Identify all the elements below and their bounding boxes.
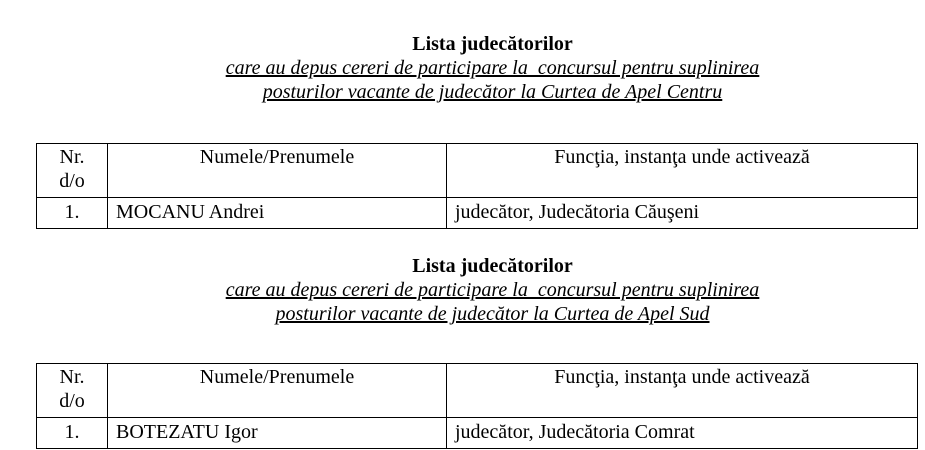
- row-function: judecător, Judecătoria Căuşeni: [447, 198, 918, 229]
- section-curtea-apel-centru: [0, 32, 925, 223]
- row-name: MOCANU Andrei: [108, 198, 447, 229]
- section-subtitle-line1: care au depus cereri de participare la concursul pentru suplinirea: [225, 57, 760, 79]
- header-nr-line2: d/o: [59, 390, 85, 412]
- table-row: [37, 418, 918, 449]
- header-nr-line1: Nr.: [59, 366, 85, 388]
- row-nr: 1.: [37, 198, 108, 229]
- table-header-row: [37, 364, 918, 418]
- section-title: Lista judecătorilor: [412, 255, 573, 277]
- judges-table: [36, 143, 918, 229]
- header-nr: [37, 144, 108, 198]
- table-header-row: [37, 144, 918, 198]
- table-row: [37, 198, 918, 229]
- section-subtitle-line2: posturilor vacante de judecător la Curtea de Apel Sud: [275, 303, 710, 325]
- header-nr-line2: d/o: [59, 170, 85, 192]
- header-nr-line1: Nr.: [59, 146, 85, 168]
- judges-table: [36, 363, 918, 449]
- section-subtitle-line1: care au depus cereri de participare la concursul pentru suplinirea: [225, 279, 760, 301]
- header-nr: [37, 364, 108, 418]
- header-name: Numele/Prenumele: [108, 144, 447, 198]
- header-function: Funcţia, instanţa unde activează: [447, 364, 918, 418]
- header-name: Numele/Prenumele: [108, 364, 447, 418]
- row-function: judecător, Judecătoria Comrat: [447, 418, 918, 449]
- row-nr: 1.: [37, 418, 108, 449]
- row-name: BOTEZATU Igor: [108, 418, 447, 449]
- header-function: Funcţia, instanţa unde activează: [447, 144, 918, 198]
- section-title: Lista judecătorilor: [412, 33, 573, 55]
- section-curtea-apel-sud: [0, 254, 925, 443]
- section-subtitle-line2: posturilor vacante de judecător la Curtea de Apel Centru: [262, 81, 723, 103]
